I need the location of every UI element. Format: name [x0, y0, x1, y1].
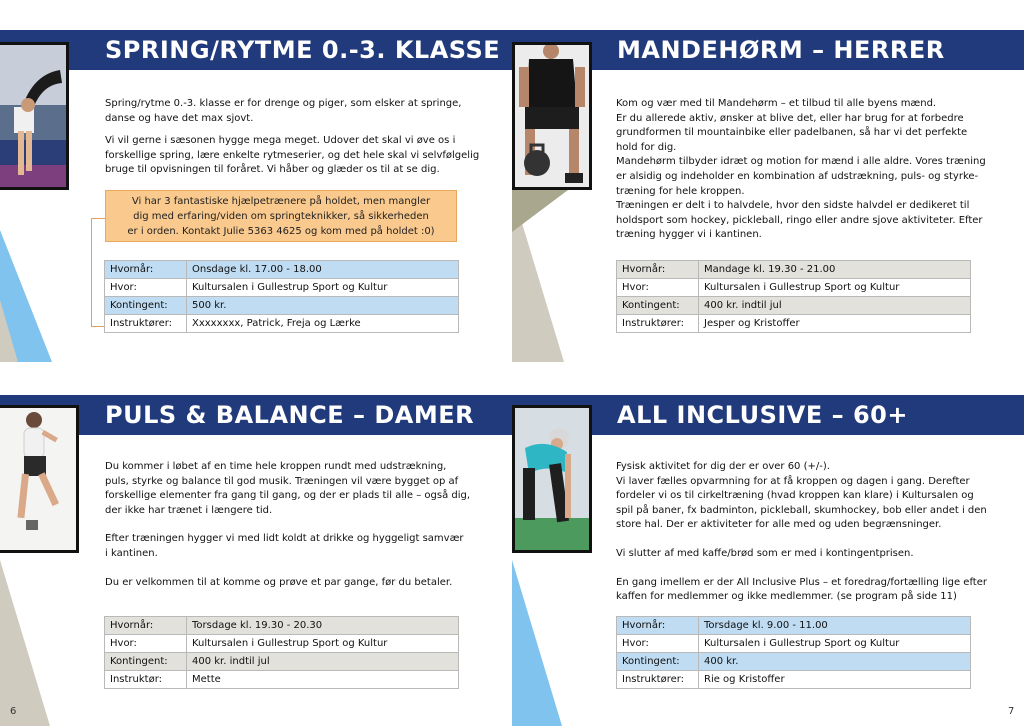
row-label: Hvornår: [617, 261, 699, 279]
text-line: der ikke har trænet i længere tid. [105, 504, 273, 516]
kettlebell-squat-photo [512, 42, 592, 190]
row-value: Xxxxxxxx, Patrick, Freja og Lærke [187, 315, 459, 333]
table-row [617, 671, 971, 689]
row-label: Kontingent: [105, 297, 187, 315]
text-line: er alsidig og indeholder en kombination af udstrækning, puls- og styrke- [616, 170, 979, 182]
woman-jumping-photo [0, 405, 79, 553]
section-title-spring: SPRING/RYTME 0.-3. KLASSE [105, 36, 501, 64]
table-row [617, 617, 971, 635]
row-label: Hvor: [105, 279, 187, 297]
text-line: Efter træningen hygger vi med lidt koldt at drikke og hyggeligt samvær [105, 533, 464, 545]
row-label: Hvor: [105, 635, 187, 653]
text-line: Vi slutter af med kaffe/brød som er med i kontingentprisen. [616, 547, 914, 559]
text-line: grundformen til mountainbike eller padelbanen, så har vi det perfekte [616, 127, 968, 139]
table-row [105, 617, 459, 635]
table-row [105, 671, 459, 689]
row-label: Instruktører: [617, 671, 699, 689]
row-value: Kultursalen i Gullestrup Sport og Kultur [699, 635, 971, 653]
row-label: Hvornår: [617, 617, 699, 635]
row-label: Hvor: [617, 279, 699, 297]
text-line: Spring/rytme 0.-3. klasse er for drenge og piger, som elsker at springe, [105, 98, 462, 109]
table-row [617, 261, 971, 279]
section-text-allinclusive [616, 460, 987, 605]
section-text-puls [105, 460, 470, 590]
row-value: Kultursalen i Gullestrup Sport og Kultur [699, 279, 971, 297]
table-row [617, 653, 971, 671]
table-row [105, 653, 459, 671]
text-line: fordeler vi os til cirkeltræning (hvad kroppen kan klare) i Kultursalen og [616, 490, 974, 502]
table-row [105, 315, 459, 333]
row-value: 400 kr. indtil jul [187, 653, 459, 671]
row-value: Rie og Kristoffer [699, 671, 971, 689]
text-line: Træningen er delt i to halvdele, hvor den sidste halvdel er dedikeret til [616, 200, 970, 212]
text-line: Du er velkommen til at komme og prøve et par gange, før du betaler. [105, 576, 453, 588]
text-line: Er du allerede aktiv, ønsker at blive det, eller har brug for at forbedre [616, 112, 964, 124]
page-number-left: 6 [10, 706, 17, 717]
text-line: kaffen for medlemmer og ikke medlemmer. (se program på side 11) [616, 591, 957, 603]
text-line: Vi laver fælles opvarmning for at få kroppen og dagen i gang. Derefter [616, 475, 970, 487]
callout-bracket [91, 218, 92, 326]
info-table-allinclusive [616, 616, 971, 689]
table-row [105, 635, 459, 653]
helper-callout-box [105, 190, 457, 242]
text-line: Kom og vær med til Mandehørm – et tilbud til alle byens mænd. [616, 98, 937, 109]
row-value: Kultursalen i Gullestrup Sport og Kultur [187, 279, 459, 297]
table-row [617, 315, 971, 333]
text-line: forskellige elementer fra gang til gang, og der er plads til alle – også dig, [105, 490, 471, 502]
row-label: Kontingent: [617, 297, 699, 315]
gymnast-handstand-photo [0, 42, 69, 190]
text-line: puls, styrke og balance til god musik. Træningen vil være bygget op af [105, 475, 459, 487]
info-table-spring [104, 260, 459, 333]
table-row [617, 297, 971, 315]
text-line: Du kommer i løbet af en time hele kroppen rundt med udstrækning, [105, 461, 447, 472]
section-text-spring [105, 97, 479, 178]
row-value: 400 kr. indtil jul [699, 297, 971, 315]
section-title-allinclusive: ALL INCLUSIVE – 60+ [617, 401, 908, 429]
text-line: forskellige spring, lære enkelte rytmeserier, og det hele skal vi selvfølgelig [105, 149, 480, 161]
senior-woman-stretching-photo [512, 405, 592, 553]
table-row [105, 297, 459, 315]
table-row [105, 279, 459, 297]
info-table-puls [104, 616, 459, 689]
row-label: Hvor: [617, 635, 699, 653]
text-line: hold for dig. [616, 141, 677, 153]
section-text-mandehorm [616, 97, 986, 243]
callout-bracket-top [91, 218, 105, 219]
row-label: Kontingent: [105, 653, 187, 671]
text-line: store hal. Der er aktiviteter for alle med og uden begrænsninger. [616, 519, 942, 531]
table-row [617, 279, 971, 297]
text-line: Mandehørm tilbyder idræt og motion for mænd i alle aldre. Vores træning [616, 156, 986, 168]
callout-line: dig med erfaring/viden om springteknikker, så sikkerheden [133, 211, 429, 222]
row-value: Onsdage kl. 17.00 - 18.00 [187, 261, 459, 279]
row-value: 400 kr. [699, 653, 971, 671]
grey-triangle-bottom [0, 560, 50, 726]
table-row [617, 635, 971, 653]
row-value: Torsdage kl. 9.00 - 11.00 [699, 617, 971, 635]
text-line: bruge til opvisningen til foråret. Vi håber og glæder os til at se dig. [105, 164, 440, 176]
right-page [512, 0, 1024, 726]
info-table-mandehorm [616, 260, 971, 333]
row-value: Mette [187, 671, 459, 689]
text-line: Fysisk aktivitet for dig der er over 60 (+/-). [616, 461, 830, 472]
row-value: Torsdage kl. 19.30 - 20.30 [187, 617, 459, 635]
text-line: spil på baner, fx badminton, pickleball, skumhockey, bob eller andet i den [616, 504, 987, 516]
table-row [105, 261, 459, 279]
text-line: danse og have det max sjovt. [105, 112, 254, 124]
row-label: Hvornår: [105, 261, 187, 279]
text-line: træning for hele kroppen. [616, 185, 745, 197]
text-line: træning hygger vi i kantinen. [616, 229, 762, 241]
row-label: Instruktører: [105, 315, 187, 333]
row-label: Hvornår: [105, 617, 187, 635]
callout-line: er i orden. Kontakt Julie 5363 4625 og kom med på holdet :0) [127, 226, 435, 237]
row-value: Jesper og Kristoffer [699, 315, 971, 333]
page-number-right: 7 [1008, 706, 1015, 717]
text-line: i kantinen. [105, 547, 158, 559]
row-label: Instruktør: [105, 671, 187, 689]
row-value: Mandage kl. 19.30 - 21.00 [699, 261, 971, 279]
callout-line: Vi har 3 fantastiske hjælpetrænere på holdet, men mangler [131, 196, 431, 207]
row-label: Kontingent: [617, 653, 699, 671]
section-title-mandehorm: MANDEHØRM – HERRER [617, 36, 945, 64]
section-title-puls: PULS & BALANCE – DAMER [105, 401, 475, 429]
callout-bracket-bottom [91, 326, 105, 327]
text-line: En gang imellem er der All Inclusive Plus – et foredrag/fortælling lige efter [616, 576, 987, 588]
row-value: Kultursalen i Gullestrup Sport og Kultur [187, 635, 459, 653]
blue-triangle-bottom [512, 560, 562, 726]
text-line: holdsport som hockey, pickleball, ringo eller andre sjove aktiviteter. Efter [616, 214, 983, 226]
row-value: 500 kr. [187, 297, 459, 315]
row-label: Instruktører: [617, 315, 699, 333]
text-line: Vi vil gerne i sæsonen hygge mega meget. Udover det skal vi øve os i [105, 135, 456, 147]
